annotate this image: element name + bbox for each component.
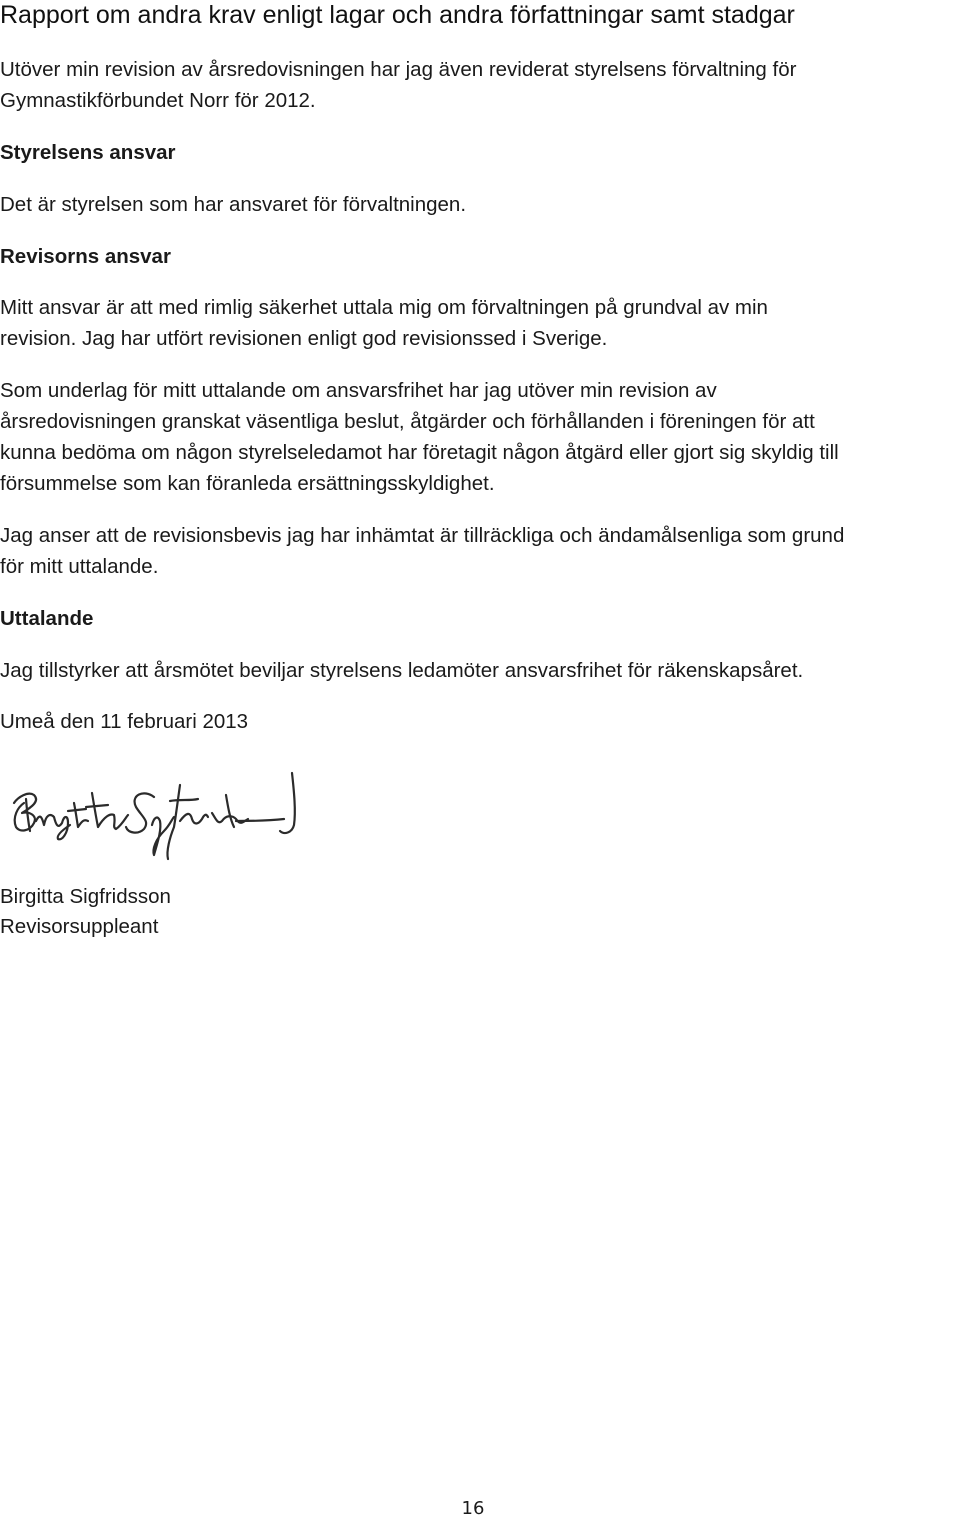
basis-line-3: kunna bedöma om någon styrelseledamot har företagit någon åtgärd eller gjort sig skyldig till [0,441,839,464]
intro-line-2: Gymnastikförbundet Norr för 2012. [0,89,316,112]
intro-line-1: Utöver min revision av årsredovisningen har jag även reviderat styrelsens förvaltning för [0,58,797,81]
basis-line-2: årsredovisningen granskat väsentliga beslut, åtgärder och förhållanden i föreningen för att [0,410,815,433]
signer-role: Revisorsuppleant [0,915,159,938]
intro-paragraph [0,54,958,116]
board-responsibility-heading: Styrelsens ansvar [0,141,176,164]
signer-name: Birgitta Sigfridsson [0,885,171,908]
statement-heading: Uttalande [0,607,94,630]
evidence-line-2: för mitt uttalande. [0,555,159,578]
basis-line-4: försummelse som kan föranleda ersättningsskyldighet. [0,472,495,495]
auditor-responsibility-paragraph [0,292,958,354]
handwritten-signature [4,755,304,865]
auditor-line-1: Mitt ansvar är att med rimlig säkerhet uttala mig om förvaltningen på grundval av min [0,296,768,319]
statement-text: Jag tillstyrker att årsmötet beviljar styrelsens ledamöter ansvarsfrihet för räkenskapsåret. [0,659,804,682]
basis-paragraph [0,375,958,499]
page-number: 16 [461,1498,485,1519]
place-and-date: Umeå den 11 februari 2013 [0,710,249,733]
auditor-responsibility-heading: Revisorns ansvar [0,245,171,268]
evidence-paragraph [0,520,958,582]
report-title: Rapport om andra krav enligt lagar och andra författningar samt stadgar [0,1,795,29]
auditor-line-2: revision. Jag har utfört revisionen enligt god revisionssed i Sverige. [0,327,608,350]
evidence-line-1: Jag anser att de revisionsbevis jag har inhämtat är tillräckliga och ändamålsenliga som grund [0,524,845,547]
basis-line-1: Som underlag för mitt uttalande om ansvarsfrihet har jag utöver min revision av [0,379,717,402]
board-responsibility-text: Det är styrelsen som har ansvaret för förvaltningen. [0,193,467,216]
